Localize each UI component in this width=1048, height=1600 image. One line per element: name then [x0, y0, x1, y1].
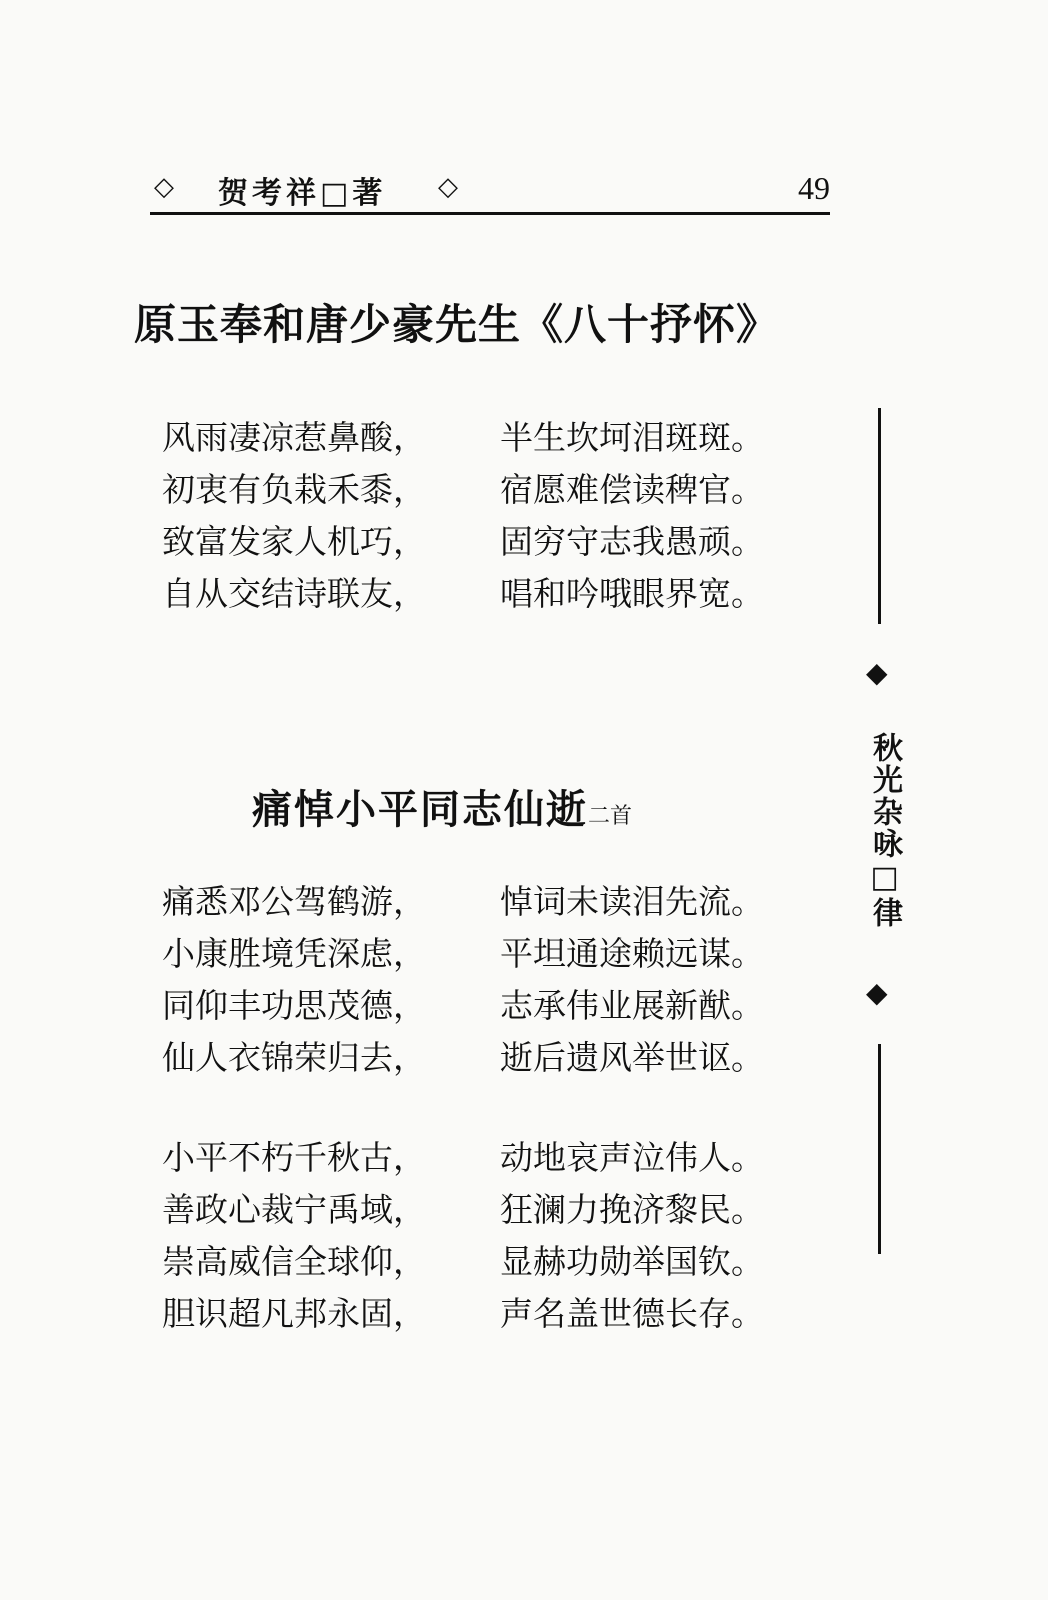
side-diamond-bottom-icon: ◆ — [866, 976, 888, 1009]
poem-line-second-half: 狂澜力挽济黎民。 — [500, 1190, 764, 1229]
poem-line-second-half: 悼词未读泪先流。 — [500, 882, 764, 921]
poem-line-first-half: 自从交结诗联友， — [162, 574, 426, 613]
poem-line-first-half: 胆识超凡邦永固， — [162, 1294, 426, 1333]
poem-line-second-half: 平坦通途赖远谋。 — [500, 934, 764, 973]
header-left-diamond-icon: ◇ — [154, 172, 174, 202]
poem-line-first-half: 风雨凄凉惹鼻酸， — [162, 418, 426, 457]
poem2-title-text: 痛悼小平同志仙逝 — [252, 787, 588, 833]
poem-line-first-half: 初衷有负栽禾黍， — [162, 470, 426, 509]
poem-line-second-half: 固穷守志我愚顽。 — [500, 522, 764, 561]
poem2-title — [252, 778, 632, 835]
poem2-title-note: 二首 — [588, 804, 633, 829]
poem-line-first-half: 仙人衣锦荣归去， — [162, 1038, 426, 1077]
poem-line — [162, 568, 782, 620]
poem-line — [162, 1236, 782, 1288]
poem-line-first-half: 同仰丰功思茂德， — [162, 986, 426, 1025]
poem-line-second-half: 动地哀声泣伟人。 — [500, 1138, 764, 1177]
header-right-diamond-icon: ◇ — [438, 172, 458, 202]
poem1-title: 原玉奉和唐少豪先生《八十抒怀》 — [134, 300, 780, 349]
poem-line-first-half: 崇高威信全球仰， — [162, 1242, 426, 1281]
poem-line — [162, 464, 782, 516]
poem-line — [162, 516, 782, 568]
poem-line-first-half: 善政心裁宁禹域， — [162, 1190, 426, 1229]
poem1-stanza — [162, 412, 782, 620]
side-rule-bottom — [878, 1044, 881, 1254]
side-rule-top — [878, 408, 881, 624]
poem-line — [162, 928, 782, 980]
poem-line-second-half: 声名盖世德长存。 — [500, 1294, 764, 1333]
header-author: 贺考祥□著 — [218, 176, 387, 211]
poem-line — [162, 876, 782, 928]
poem-line-second-half: 逝后遗风举世讴。 — [500, 1038, 764, 1077]
poem-line-second-half: 宿愿难偿读稗官。 — [500, 470, 764, 509]
poem-line — [162, 412, 782, 464]
header-rule — [150, 212, 830, 215]
poem-line-second-half: 半生坎坷泪斑斑。 — [500, 418, 764, 457]
poem-line-second-half: 唱和吟哦眼界宽。 — [500, 574, 764, 613]
poem-line-first-half: 致富发家人机巧， — [162, 522, 426, 561]
side-section-label: 秋光杂咏□律 — [867, 732, 902, 929]
poem-line-second-half: 显赫功勋举国钦。 — [500, 1242, 764, 1281]
poem2-stanza-1 — [162, 876, 782, 1084]
poem-line — [162, 1184, 782, 1236]
poem-line-first-half: 痛悉邓公驾鹤游， — [162, 882, 426, 921]
poem-line — [162, 980, 782, 1032]
poem-line-second-half: 志承伟业展新猷。 — [500, 986, 764, 1025]
poem2-stanza-2 — [162, 1132, 782, 1340]
poem-line — [162, 1288, 782, 1340]
running-header — [150, 168, 830, 218]
poem-line — [162, 1132, 782, 1184]
poem-line — [162, 1032, 782, 1084]
page-number: 49 — [798, 170, 830, 206]
poem-line-first-half: 小平不朽千秋古， — [162, 1138, 426, 1177]
side-diamond-top-icon: ◆ — [866, 656, 888, 689]
poem-line-first-half: 小康胜境凭深虑， — [162, 934, 426, 973]
